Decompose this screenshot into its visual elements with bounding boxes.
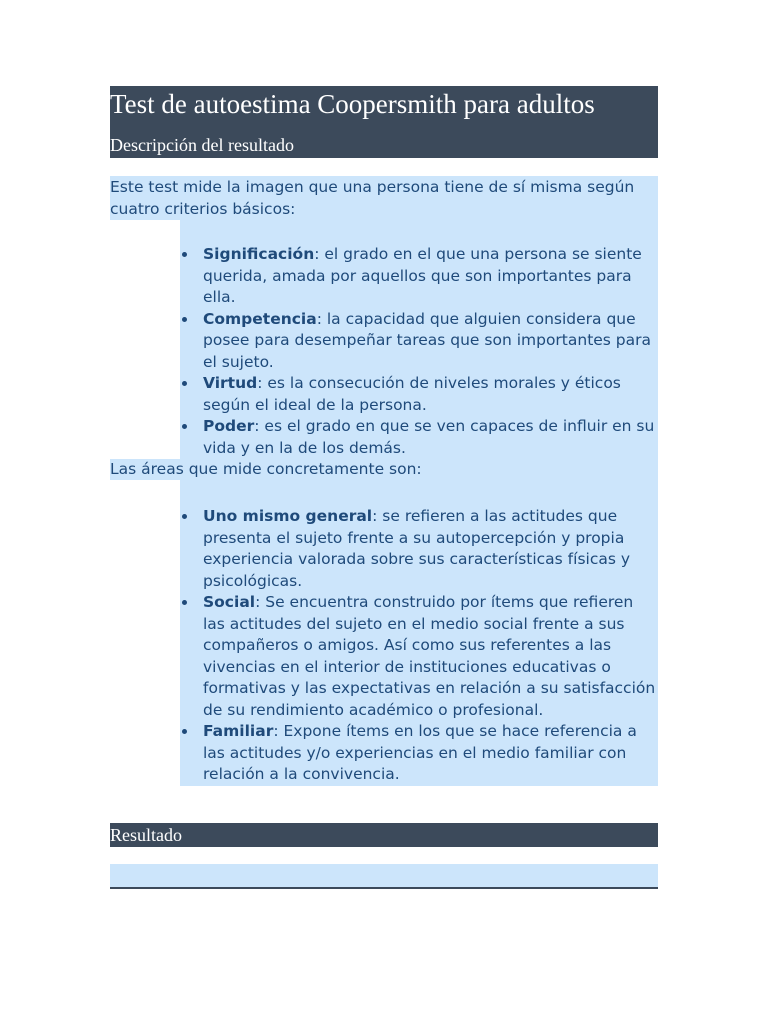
item-term: Uno mismo general <box>203 507 373 525</box>
bullet-icon <box>182 317 187 322</box>
item-description: : la capacidad que alguien considera que posee para desempeñar tareas que son importantes para el sujeto. <box>203 309 652 371</box>
bullet-icon <box>182 514 187 519</box>
item-description: : es la consecución de niveles morales y éticos según el ideal de la persona. <box>203 374 621 414</box>
criteria-list <box>180 244 658 459</box>
areas-intro: Las áreas que mide concretamente son: <box>110 460 422 478</box>
bullet-icon <box>182 381 187 386</box>
list-item <box>180 506 658 592</box>
page-title: Test de autoestima Coopersmith para adultos <box>110 89 595 119</box>
item-description: : Expone ítems en los que se hace referencia a las actitudes y/o experiencias en el medio familiar con relación a la convivencia. <box>203 722 637 783</box>
section-subtitle: Descripción del resultado <box>110 135 294 155</box>
areas-list <box>180 506 658 786</box>
list-item <box>180 373 658 416</box>
item-term: Familiar <box>203 722 274 740</box>
item-description: : es el grado en que se ven capaces de influir en su vida y en la de los demás. <box>203 417 655 457</box>
bullet-icon <box>182 424 187 429</box>
list-item <box>180 244 658 309</box>
list-item <box>180 416 658 459</box>
bullet-icon <box>182 600 187 605</box>
item-term: Virtud <box>203 374 258 392</box>
item-description: : se refieren a las actitudes que presenta el sujeto frente a su autopercepción y propia experiencia valorada sobre sus características físicas y psicológicas. <box>203 507 631 590</box>
list-item <box>180 721 658 786</box>
bullet-icon <box>182 729 187 734</box>
item-term: Significación <box>203 245 315 263</box>
result-heading: Resultado <box>110 823 658 847</box>
item-term: Competencia <box>203 309 317 328</box>
intro-paragraph: Este test mide la imagen que una persona tiene de sí misma según cuatro criterios básicos: <box>110 178 635 218</box>
item-term: Poder <box>203 417 255 435</box>
bullet-icon <box>182 252 187 257</box>
item-description: : el grado en el que una persona se siente querida, amada por aquellos que son importantes para ella. <box>203 245 642 306</box>
list-item <box>180 309 658 374</box>
result-field <box>110 864 658 889</box>
list-item <box>180 592 658 721</box>
item-description: : Se encuentra construido por ítems que refieren las actitudes del sujeto en el medio social frente a sus compañeros o amigos. Así como sus referentes a las vivencias en el interior de instituciones educativas o formativas y las expectativas en relación a su satisfacción de su rendimiento académico o profesional. <box>203 593 656 719</box>
item-term: Social <box>203 593 256 611</box>
header-banner <box>110 86 658 158</box>
